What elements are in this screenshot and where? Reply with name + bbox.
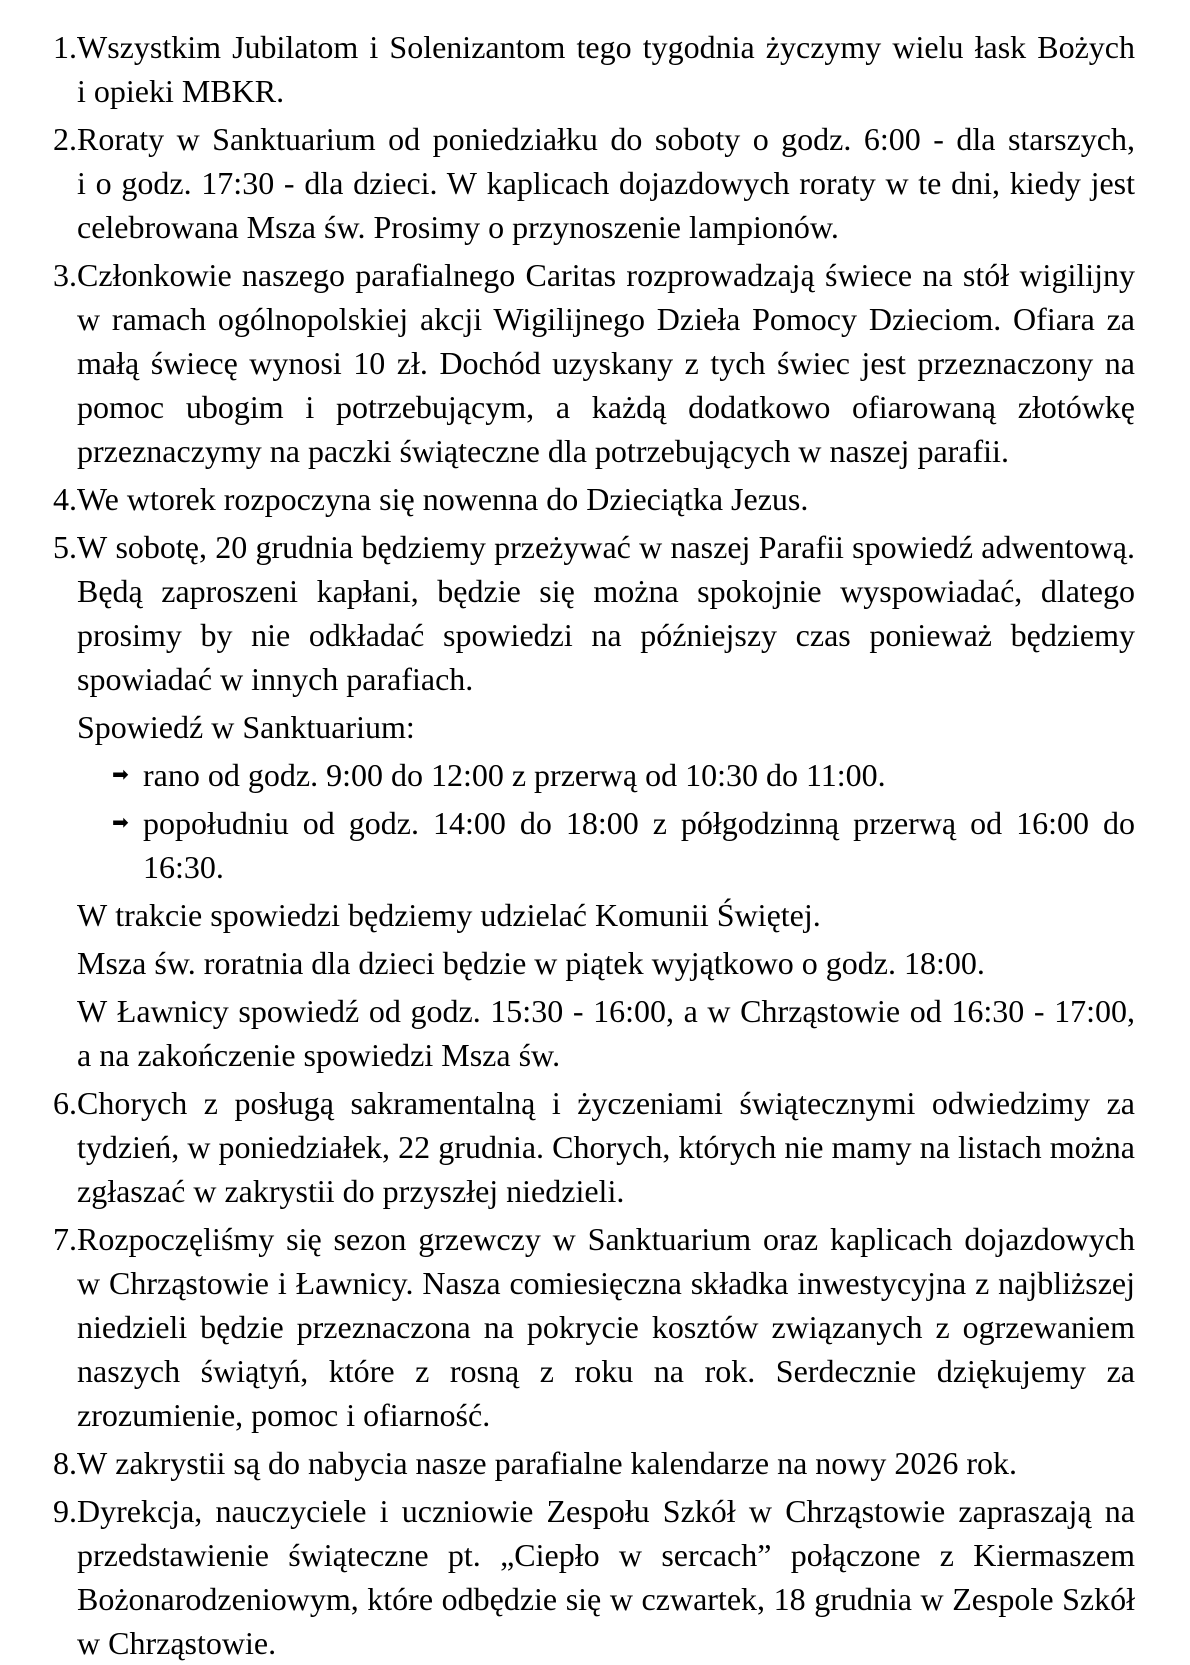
item-paragraph: W sobotę, 20 grudnia będziemy przeżywać w naszej Parafii spowiedź adwentową. Będą zaproszeni kapłani, będzie się można spokojnie wyspowiadać, dlatego prosimy by nie odkładać spowiedzi na późniejszy czas ponieważ będziemy spowiadać w innych parafiach. bbox=[77, 529, 1135, 697]
list-item bbox=[53, 1441, 1135, 1485]
list-item bbox=[53, 1489, 1135, 1665]
item-number: 2. bbox=[53, 121, 77, 157]
bullet-text: rano od godz. 9:00 do 12:00 z przerwą od 10:30 do 11:00. bbox=[143, 757, 886, 793]
item-paragraph: Roraty w Sanktuarium od poniedziałku do soboty o godz. 6:00 - dla starszych, i o godz. 17:30 - dla dzieci. W kaplicach dojazdowych roraty w te dni, kiedy jest celebrowana Msza św. Prosimy o przynoszenie lampionów. bbox=[77, 121, 1135, 245]
arrow-bullet-icon: ➡ bbox=[112, 810, 129, 834]
item-paragraph: Członkowie naszego parafialnego Caritas rozprowadzają świece na stół wigilijny w ramach ogólnopolskiej akcji Wigilijnego Dzieła Pomocy Dzieciom. Ofiara za małą świecę wynosi 10 zł. Dochód uzyskany z tych świec jest przeznaczony na pomoc ubogim i potrzebującym, a każdą dodatkowo ofiarowaną złotówkę przeznaczymy na paczki świąteczne dla potrzebujących w naszej parafii. bbox=[77, 257, 1135, 469]
item-paragraph: Spowiedź w Sanktuarium: bbox=[77, 709, 415, 745]
item-paragraph: W zakrystii są do nabycia nasze parafialne kalendarze na nowy 2026 rok. bbox=[77, 1445, 1018, 1481]
item-number: 5. bbox=[53, 529, 77, 565]
item-paragraph: Rozpoczęliśmy się sezon grzewczy w Sanktuarium oraz kaplicach dojazdowych w Chrząstowie i Ławnicy. Nasza comiesięczna składka inwestycyjna z najbliższej niedzieli będzie przeznaczona na pokrycie kosztów związanych z ogrzewaniem naszych świątyń, które z rosną z roku na rok. Serdecznie dziękujemy za zrozumienie, pomoc i ofiarność. bbox=[77, 1221, 1135, 1433]
bullet-item bbox=[112, 801, 1135, 889]
item-paragraph: Chorych z posługą sakramentalną i życzeniami świątecznymi odwiedzimy za tydzień, w poniedziałek, 22 grudnia. Chorych, których nie mamy na listach można zgłaszać w zakrystii do przyszłej niedzieli. bbox=[77, 1085, 1135, 1209]
item-number: 9. bbox=[53, 1493, 77, 1529]
item-paragraph: Msza św. roratnia dla dzieci będzie w piątek wyjątkowo o godz. 18:00. bbox=[77, 945, 985, 981]
list-item bbox=[53, 477, 1135, 521]
announcement-list bbox=[53, 25, 1135, 1665]
item-paragraph: We wtorek rozpoczyna się nowenna do Dzieciątka Jezus. bbox=[77, 481, 809, 517]
item-paragraph: W Ławnicy spowiedź od godz. 15:30 - 16:00, a w Chrząstowie od 16:30 - 17:00, a na zakończenie spowiedzi Msza św. bbox=[77, 993, 1135, 1073]
bullet-item bbox=[112, 753, 1135, 797]
list-item bbox=[53, 1081, 1135, 1213]
item-number: 4. bbox=[53, 481, 77, 517]
list-item bbox=[53, 253, 1135, 473]
item-number: 1. bbox=[53, 29, 77, 65]
item-number: 3. bbox=[53, 257, 77, 293]
item-number: 6. bbox=[53, 1085, 77, 1121]
list-item bbox=[53, 25, 1135, 113]
list-item bbox=[53, 525, 1135, 1077]
list-item bbox=[53, 117, 1135, 249]
item-number: 7. bbox=[53, 1221, 77, 1257]
arrow-bullet-icon: ➡ bbox=[112, 762, 129, 786]
item-paragraph: Wszystkim Jubilatom i Solenizantom tego tygodnia życzymy wielu łask Bożych i opieki MBKR. bbox=[77, 29, 1135, 109]
item-paragraph: W trakcie spowiedzi będziemy udzielać Komunii Świętej. bbox=[77, 897, 821, 933]
list-item bbox=[53, 1217, 1135, 1437]
bullet-text: popołudniu od godz. 14:00 do 18:00 z półgodzinną przerwą od 16:00 do 16:30. bbox=[143, 805, 1135, 885]
item-paragraph: Dyrekcja, nauczyciele i uczniowie Zespołu Szkół w Chrząstowie zapraszają na przedstawienie świąteczne pt. „Ciepło w sercach” połączone z Kiermaszem Bożonarodzeniowym, które odbędzie się w czwartek, 18 grudnia w Zespole Szkół w Chrząstowie. bbox=[77, 1493, 1135, 1661]
item-number: 8. bbox=[53, 1445, 77, 1481]
